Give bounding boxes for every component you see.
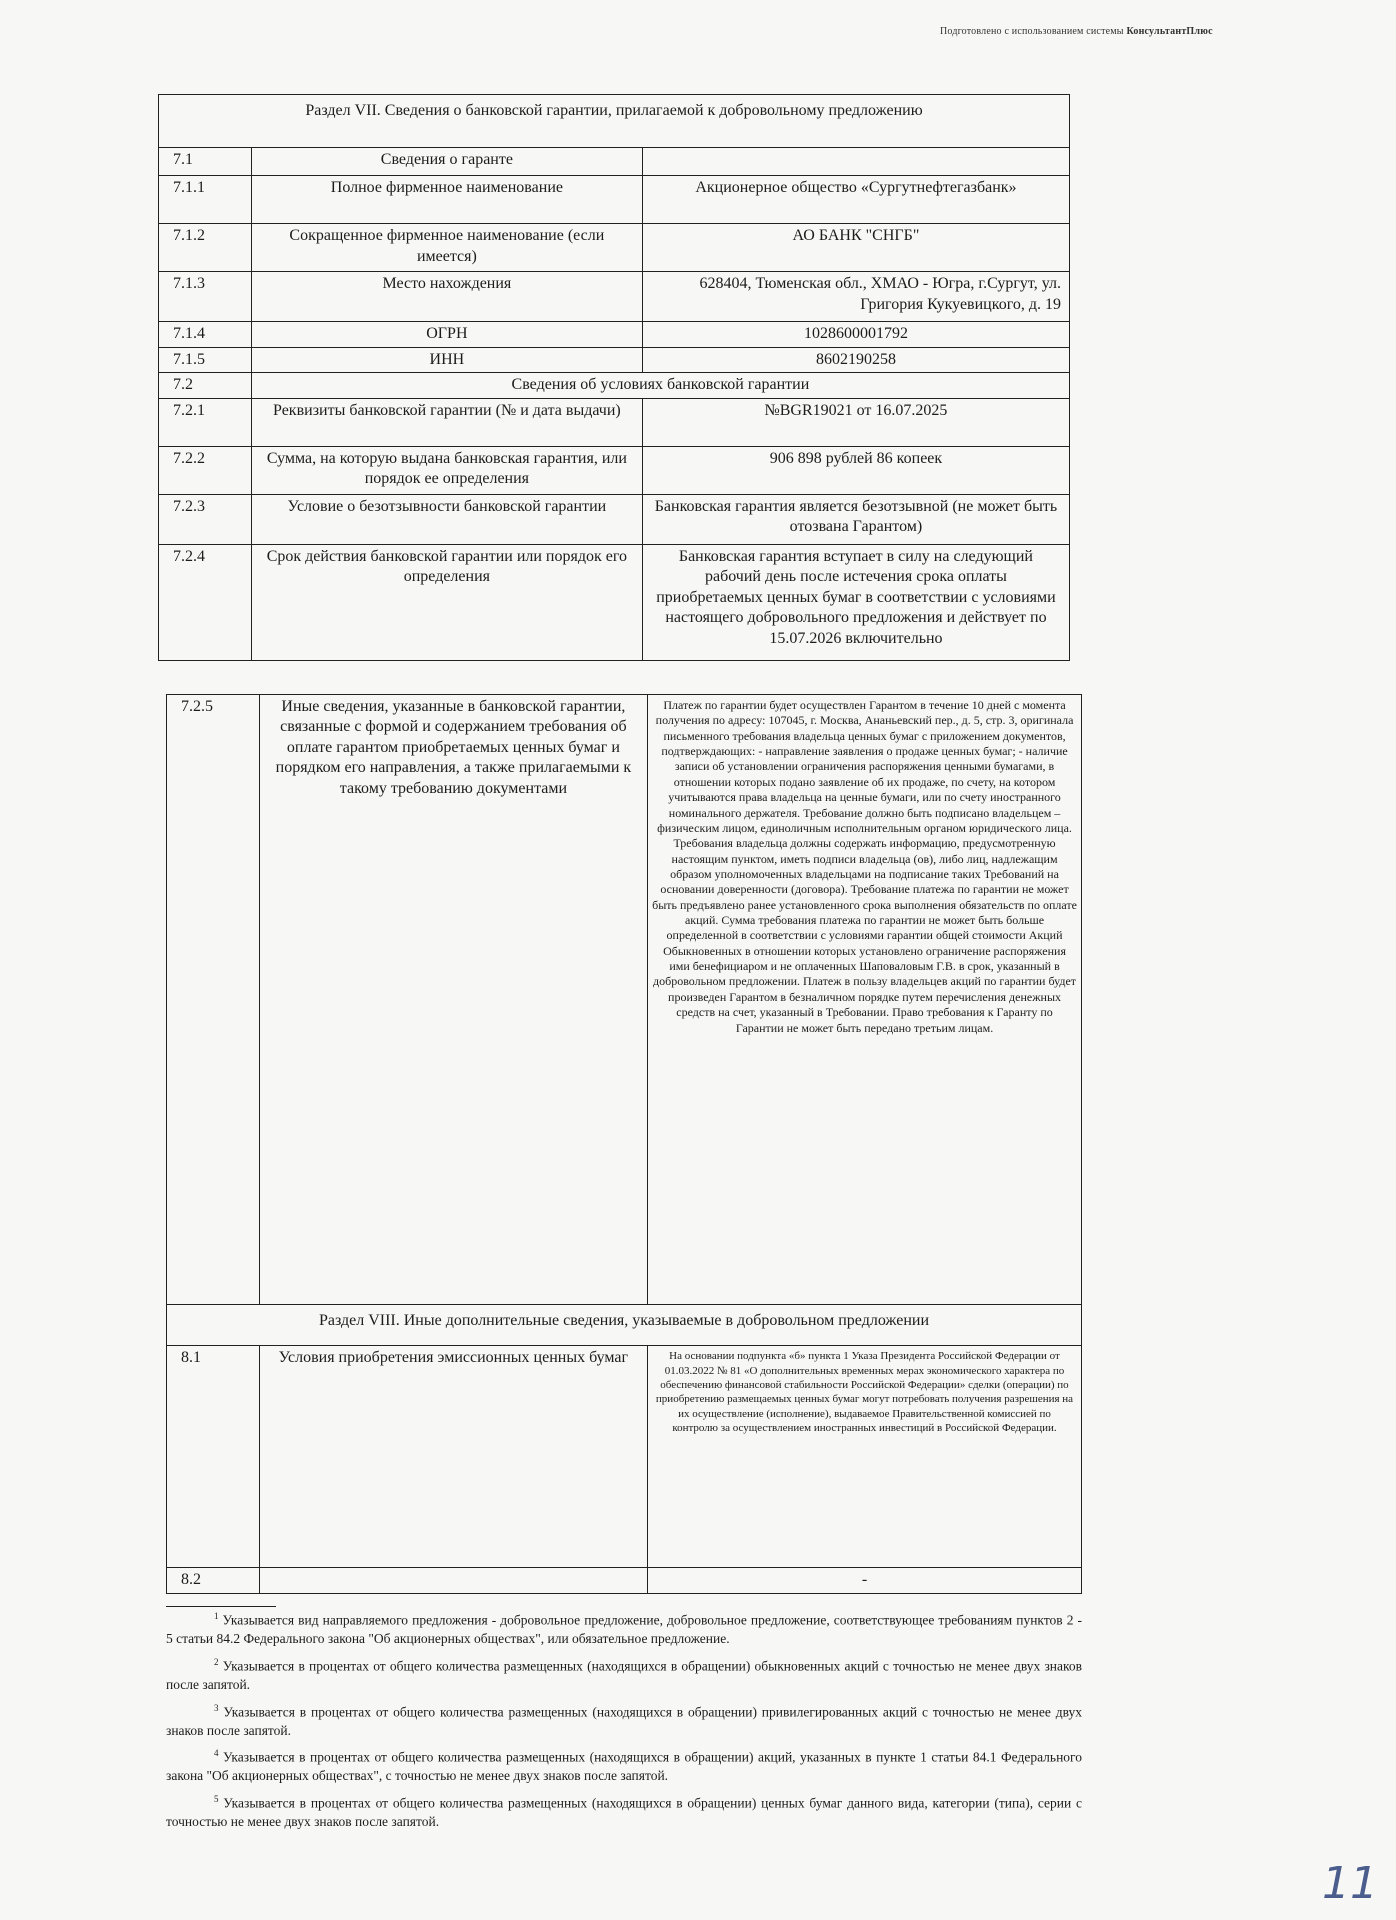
page-header — [940, 26, 1270, 37]
row-label: Иные сведения, указанные в банковской гарантии, связанные с формой и содержанием требования об оплате гарантом приобретаемых ценных бумаг и порядком его направления, а также прилагаемыми к такому требованию документами — [259, 695, 647, 1305]
section-7-table — [158, 94, 1070, 661]
table-row — [167, 695, 1082, 1305]
row-label: Сведения об условиях банковской гарантии — [251, 373, 1069, 398]
row-number: 7.2.4 — [159, 544, 252, 660]
footnotes — [166, 1610, 1082, 1839]
row-number: 7.2.2 — [159, 446, 252, 494]
table-row — [159, 446, 1070, 494]
row-number: 7.1.4 — [159, 322, 252, 347]
table-row — [159, 224, 1070, 272]
row-value: №BGR19021 от 16.07.2025 — [642, 398, 1069, 446]
section-7-header-row — [159, 95, 1070, 148]
footnote — [166, 1793, 1082, 1832]
table-row — [159, 494, 1070, 544]
footnote-mark: 3 — [214, 1702, 219, 1713]
row-label: ИНН — [251, 347, 642, 372]
row-number: 7.2.3 — [159, 494, 252, 544]
row-value: 628404, Тюменская обл., ХМАО - Югра, г.Сургут, ул. Григория Кукуевицкого, д. 19 — [642, 272, 1069, 322]
table-row — [159, 322, 1070, 347]
row-label: Сведения о гаранте — [251, 148, 642, 176]
row-value: Платеж по гарантии будет осуществлен Гарантом в течение 10 дней с момента получения по адресу: 107045, г. Москва, Ананьевский пер., д. 5, стр. 3, оригинала письменного требования владельца ценных бумаг с приложением документов, подтверждающих: - направление заявления о продаже ценных бумаг; - наличие записи об установлении ограничения распоряжения ценными бумагами, в отношении которых подано заявление об их продаже, по счету, на котором учитываются права владельца на ценные бумаги, или по счету иностранного номинального держателя. Требование должно быть подписано владельцем – физическим лицом, единоличным исполнительным органом юридического лица. Требования владельца должны содержать информацию, предусмотренную настоящим пунктом, иметь подписи владельца (ов), либо лиц, надлежащим образом уполномоченных владельцами на подписание таких Требований на основании доверенности (договора). Требование платежа по гарантии не может быть предъявлено ранее установленного срока выполнения обязательств по оплате акций. Сумма требования платежа по гарантии не может быть больше определенной в соответствии с условиями гарантии общей стоимости Акций Обыкновенных в отношении которых установлено ограничение распоряжения ими бенефициаром и не оплаченных Шаповаловым Г.В. в срок, указанный в добровольном предложении. Платеж в пользу владельцев акций по гарантии будет произведен Гарантом в безналичном порядке путем перечисления денежных средств на счет, указанный в Требовании. Право требования к Гаранту по Гарантии не может быть передано третьим лицам. — [648, 695, 1082, 1305]
footnote-mark: 1 — [214, 1611, 219, 1621]
row-number: 7.2.5 — [167, 695, 260, 1305]
row-number: 7.2.1 — [159, 398, 252, 446]
row-number: 8.1 — [167, 1346, 260, 1568]
footnote-text: Указывается в процентах от общего количества размещенных (находящихся в обращении) акций, указанных в пункте 1 статьи 84.1 Федерального закона "Об акционерных обществах", с точностью не менее двух знаков после запятой. — [166, 1749, 1082, 1784]
row-value: На основании подпункта «б» пункта 1 Указа Президента Российской Федерации от 01.03.2022 № 81 «О дополнительных временных мерах экономического характера по обеспечению финансовой стабильности Российской Федерации» сделки (операции) по приобретению размещаемых ценных бумаг могут потребовать получения разрешения на их осуществление (исполнение), выдаваемое Правительственной комиссией по контролю за осуществлением иностранных инвестиций в Российской Федерации. — [647, 1346, 1081, 1568]
row-label: ОГРН — [251, 322, 642, 347]
row-value: АО БАНК "СНГБ" — [642, 224, 1069, 272]
row-label: Условие о безотзывности банковской гарантии — [251, 494, 642, 544]
footnote — [166, 1610, 1082, 1649]
footnote-text: Указывается в процентах от общего количества размещенных (находящихся в обращении) привилегированных акций с точностью не менее двух знаков после запятой. — [166, 1704, 1082, 1738]
footnote-text: Указывается в процентах от общего количества размещенных (находящихся в обращении) ценных бумаг данного вида, категории (типа), серии с точностью не менее двух знаков после запятой. — [166, 1795, 1082, 1830]
row-number: 7.1.3 — [159, 272, 252, 322]
row-value: Банковская гарантия является безотзывной (не может быть отозвана Гарантом) — [642, 494, 1069, 544]
row-number: 7.1.2 — [159, 224, 252, 272]
table-row — [159, 398, 1070, 446]
row-label: Условия приобретения эмиссионных ценных бумаг — [259, 1346, 647, 1568]
row-label — [259, 1568, 647, 1593]
table-row — [167, 1346, 1082, 1568]
row-value: Акционерное общество «Сургутнефтегазбанк» — [642, 176, 1069, 224]
row-value: - — [647, 1568, 1081, 1593]
table-row — [167, 1568, 1082, 1593]
row-label: Сокращенное фирменное наименование (если имеется) — [251, 224, 642, 272]
row-value: 1028600001792 — [642, 322, 1069, 347]
footnote-text: Указывается вид направляемого предложения - добровольное предложение, добровольное предложение, соответствующее требованиям пунктов 2 - 5 статьи 84.2 Федерального закона "Об акционерных обществах", или обязательное предложение. — [166, 1612, 1082, 1647]
header-brand: КонсультантПлюс — [1126, 26, 1213, 37]
table-row — [159, 272, 1070, 322]
footnote-mark: 2 — [214, 1656, 219, 1667]
row-number: 7.2 — [159, 373, 252, 398]
section-8-table — [166, 1304, 1082, 1594]
section-8-title: Раздел VIII. Иные дополнительные сведения, указываемые в добровольном предложении — [167, 1305, 1082, 1346]
footnote-mark: 4 — [214, 1748, 219, 1759]
row-number: 7.1 — [159, 148, 252, 176]
footnote-mark: 5 — [214, 1794, 219, 1804]
row-value: 8602190258 — [642, 347, 1069, 372]
section-7-title: Раздел VII. Сведения о банковской гарантии, прилагаемой к добровольному предложению — [159, 95, 1070, 148]
row-label: Полное фирменное наименование — [251, 176, 642, 224]
row-number: 8.2 — [167, 1568, 260, 1593]
row-label: Сумма, на которую выдана банковская гарантия, или порядок ее определения — [251, 446, 642, 494]
section-8-header-row — [167, 1305, 1082, 1346]
guarantee-details-table — [166, 694, 1082, 1305]
row-label: Место нахождения — [251, 272, 642, 322]
footnote-divider — [166, 1606, 276, 1607]
footnote — [166, 1702, 1082, 1741]
footnote-text: Указывается в процентах от общего количества размещенных (находящихся в обращении) обыкновенных акций с точностью не менее двух знаков после запятой. — [166, 1658, 1083, 1692]
row-number: 7.1.1 — [159, 176, 252, 224]
handwritten-page-number: 11 — [1322, 1858, 1378, 1909]
footnote — [166, 1747, 1082, 1786]
row-number: 7.1.5 — [159, 347, 252, 372]
row-value: Банковская гарантия вступает в силу на следующий рабочий день после истечения срока оплаты приобретаемых ценных бумаг в соответствии с условиями настоящего добровольного предложения и действует по 15.07.2026 включительно — [642, 544, 1069, 660]
row-value: 906 898 рублей 86 копеек — [642, 446, 1069, 494]
table-row — [159, 373, 1070, 398]
row-label: Реквизиты банковской гарантии (№ и дата выдачи) — [251, 398, 642, 446]
table-row — [159, 347, 1070, 372]
footnote — [166, 1656, 1082, 1695]
header-prefix: Подготовлено с использованием системы — [940, 26, 1124, 37]
table-row — [159, 544, 1070, 660]
row-label: Срок действия банковской гарантии или порядок его определения — [251, 544, 642, 660]
row-value — [642, 148, 1069, 176]
table-row — [159, 148, 1070, 176]
table-row — [159, 176, 1070, 224]
